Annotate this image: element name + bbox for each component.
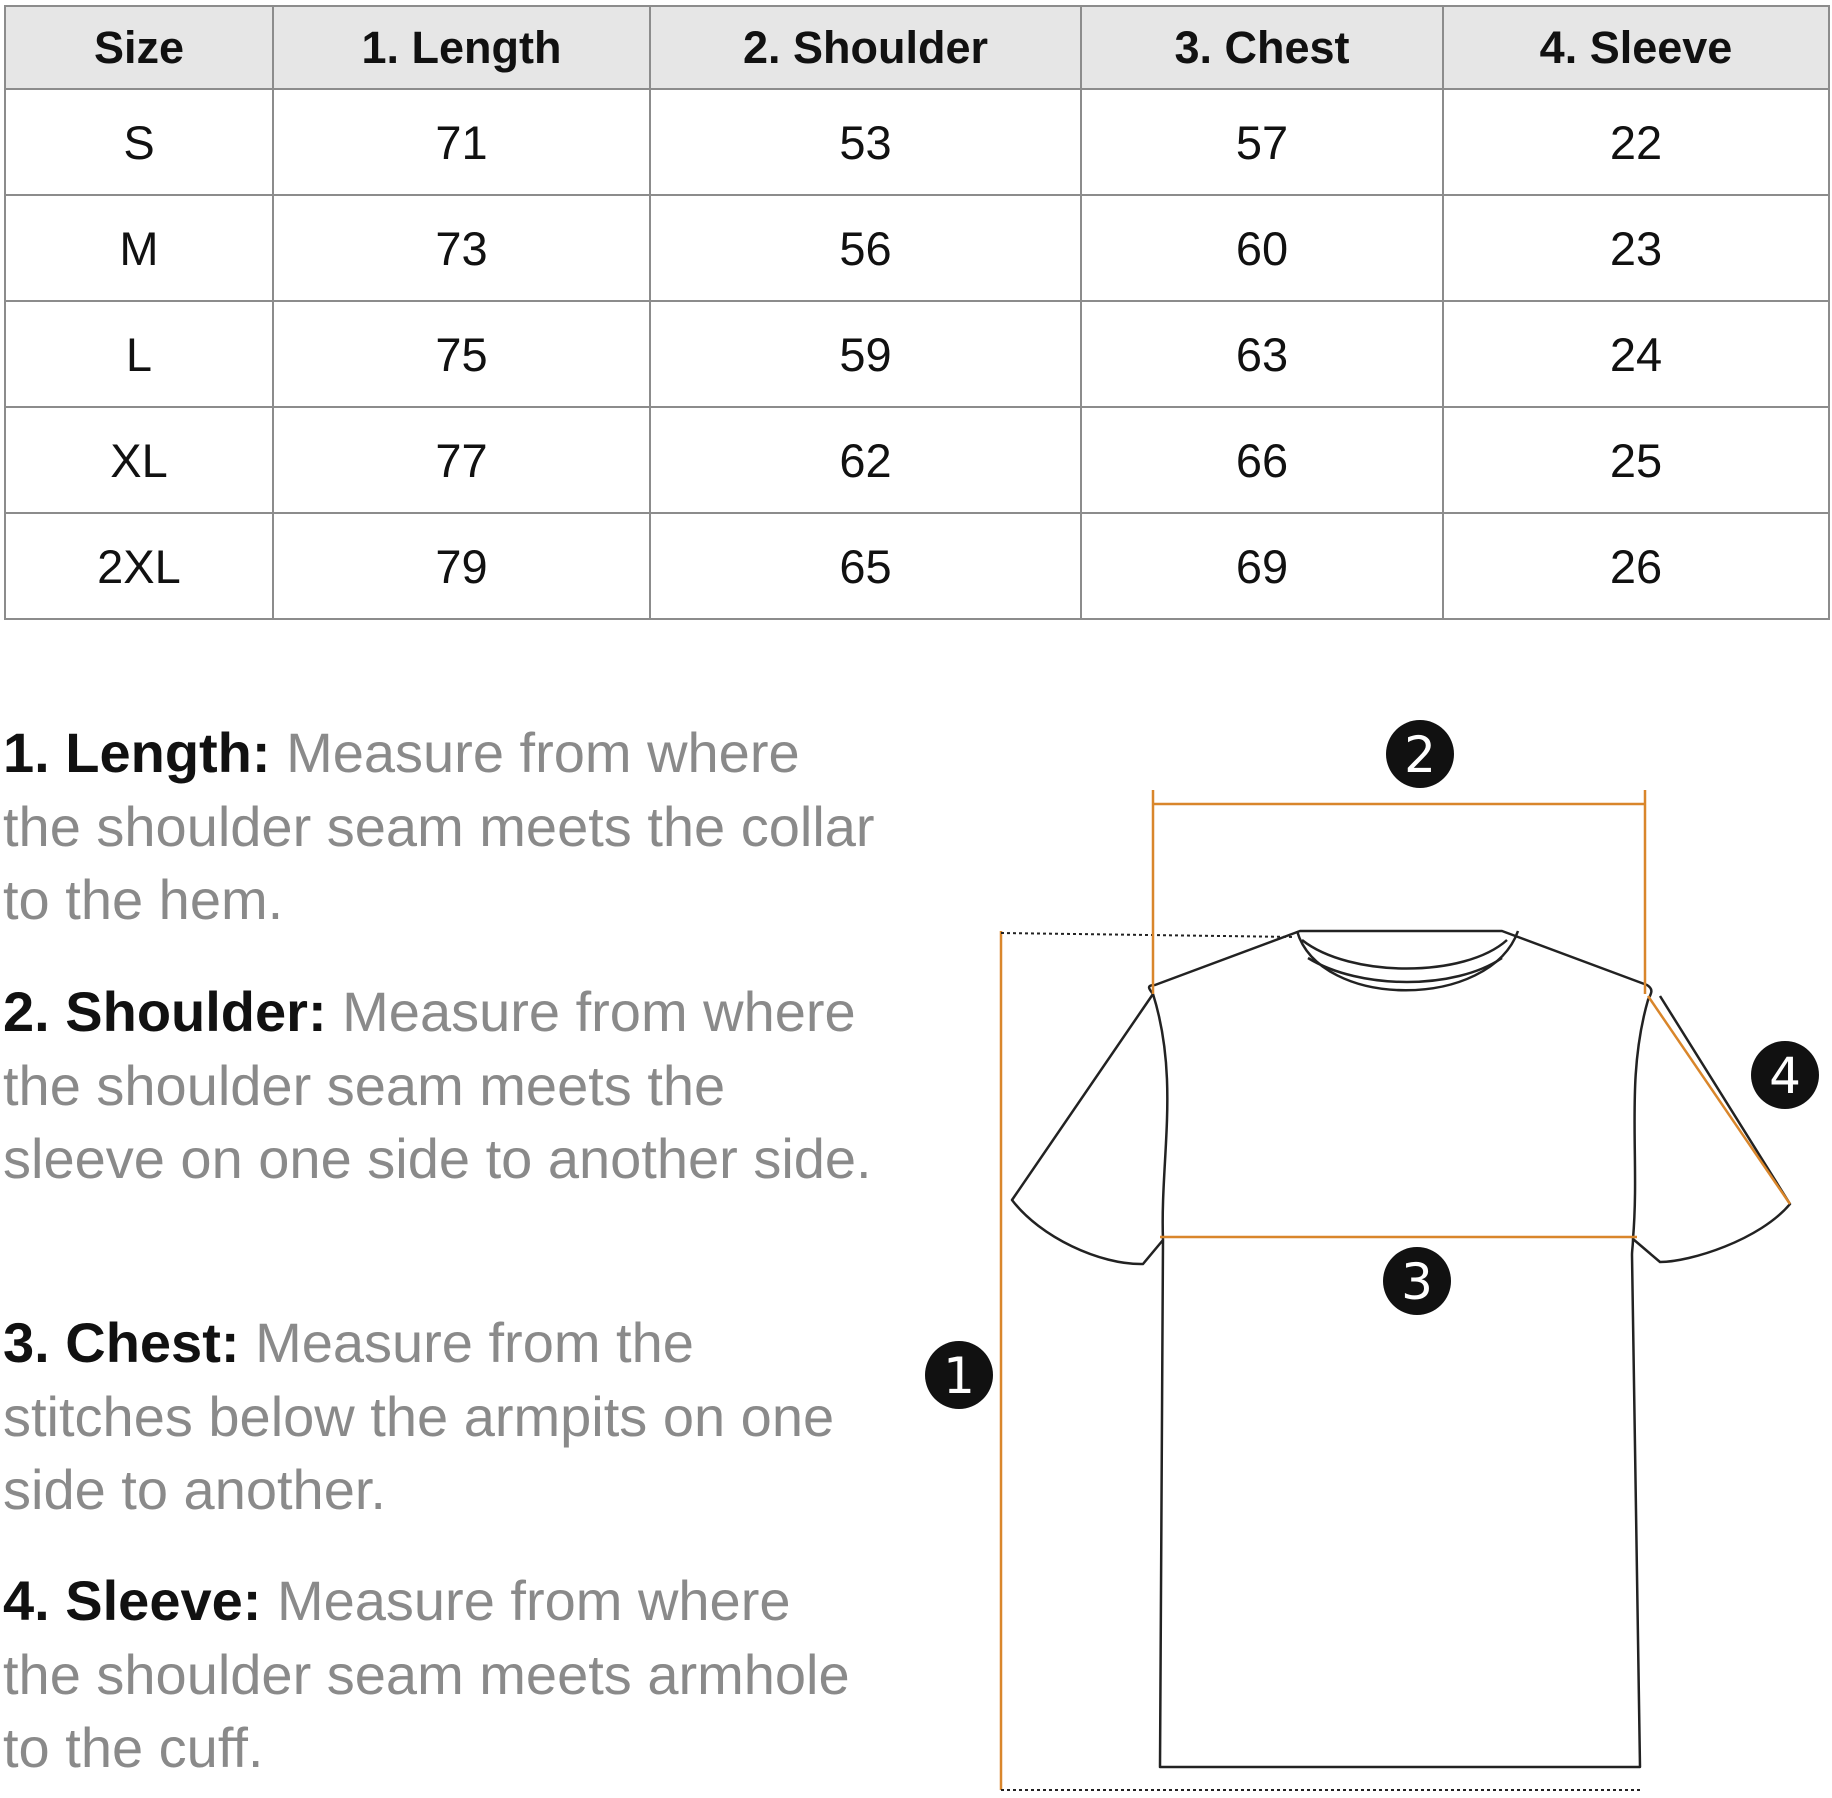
table-header-row (5, 6, 1829, 89)
cell-sleeve: 25 (1443, 407, 1829, 513)
cell-length: 75 (273, 301, 650, 407)
table-row (5, 513, 1829, 619)
cell-chest: 63 (1081, 301, 1443, 407)
cell-sleeve: 26 (1443, 513, 1829, 619)
cell-chest: 66 (1081, 407, 1443, 513)
note-sleeve (3, 1564, 883, 1785)
badge-sleeve-icon (1751, 1041, 1819, 1109)
badge-chest-number: 3 (1401, 1253, 1433, 1311)
note-term: 2. Shoulder: (3, 980, 327, 1043)
length-guide-lines (1001, 933, 1640, 1790)
cell-size: L (5, 301, 273, 407)
note-text: Measure from the stitches below the armpits on one side to another. (3, 1311, 835, 1521)
cell-length: 71 (273, 89, 650, 195)
note-term: 3. Chest: (3, 1311, 240, 1374)
note-shoulder (3, 975, 883, 1196)
table-row (5, 195, 1829, 301)
note-text: Measure from where the shoulder seam meets the collar to the hem. (3, 721, 875, 931)
note-chest (3, 1306, 883, 1527)
header-chest: 3. Chest (1081, 6, 1443, 89)
cell-sleeve: 23 (1443, 195, 1829, 301)
cell-length: 77 (273, 407, 650, 513)
note-term: 1. Length: (3, 721, 271, 784)
note-length (3, 716, 883, 937)
header-size: Size (5, 6, 273, 89)
cell-chest: 60 (1081, 195, 1443, 301)
badge-sleeve-number: 4 (1769, 1047, 1801, 1105)
cell-chest: 69 (1081, 513, 1443, 619)
size-chart-table (4, 5, 1830, 620)
badge-length-number: 1 (943, 1347, 975, 1405)
tshirt-outline-icon (1012, 931, 1790, 1767)
table-row (5, 301, 1829, 407)
cell-size: XL (5, 407, 273, 513)
badge-shoulder-number: 2 (1404, 726, 1436, 784)
cell-size: 2XL (5, 513, 273, 619)
table-row (5, 89, 1829, 195)
tshirt-measurement-diagram (900, 680, 1832, 1798)
cell-shoulder: 56 (650, 195, 1081, 301)
cell-length: 73 (273, 195, 650, 301)
badge-shoulder-icon (1386, 720, 1454, 788)
cell-sleeve: 24 (1443, 301, 1829, 407)
cell-shoulder: 53 (650, 89, 1081, 195)
header-sleeve: 4. Sleeve (1443, 6, 1829, 89)
cell-sleeve: 22 (1443, 89, 1829, 195)
header-length: 1. Length (273, 6, 650, 89)
cell-length: 79 (273, 513, 650, 619)
cell-shoulder: 62 (650, 407, 1081, 513)
shoulder-measure-line (1153, 790, 1645, 994)
note-term: 4. Sleeve: (3, 1569, 262, 1632)
cell-chest: 57 (1081, 89, 1443, 195)
cell-size: M (5, 195, 273, 301)
table-row (5, 407, 1829, 513)
note-text: Measure from where the shoulder seam meets the sleeve on one side to another side. (3, 980, 872, 1190)
header-shoulder: 2. Shoulder (650, 6, 1081, 89)
cell-shoulder: 59 (650, 301, 1081, 407)
note-text: Measure from where the shoulder seam meets armhole to the cuff. (3, 1569, 850, 1779)
cell-shoulder: 65 (650, 513, 1081, 619)
cell-size: S (5, 89, 273, 195)
badge-length-icon (925, 1341, 993, 1409)
badge-chest-icon (1383, 1247, 1451, 1315)
